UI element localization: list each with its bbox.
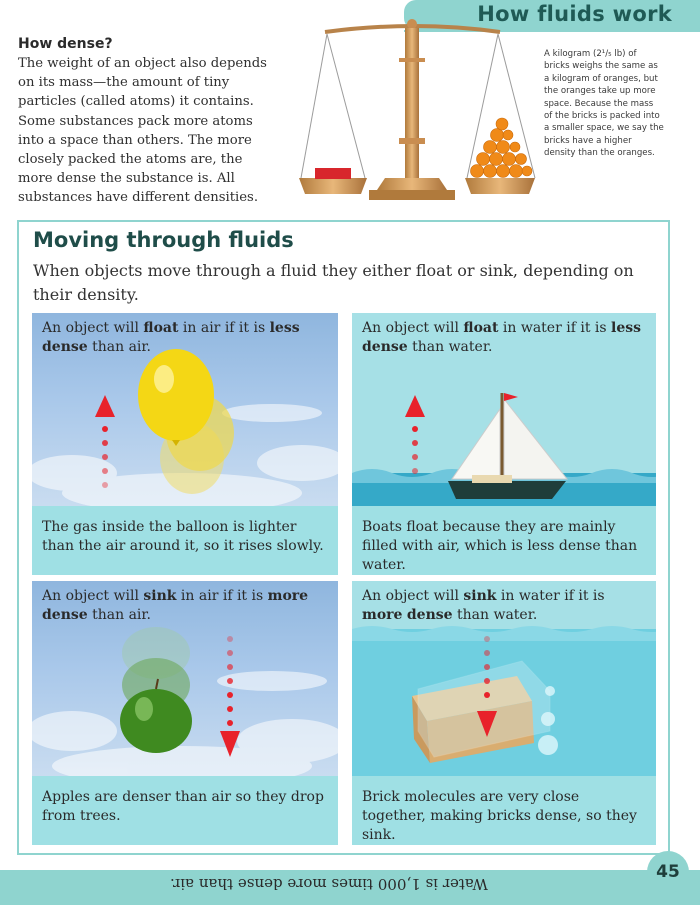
section-intro: When objects move through a fluid they either float or sink, depending on their density. [33,261,634,304]
card-rule-text: An object will sink in air if it is more dense than air. [42,588,309,623]
down-arrow-icon [472,631,502,791]
card-float-in-air [32,313,338,575]
intro-heading: How dense? [18,36,113,52]
card-rule-text: An object will sink in water if it is more dense than water. [362,588,605,623]
card-sink-in-air [32,581,338,845]
card-caption: The gas inside the balloon is lighter than the air around it, so it rises slowly. [32,506,338,575]
section-title: Moving through fluids [33,228,294,252]
card-sink-in-water [352,581,656,845]
card-float-in-water [352,313,656,575]
card-rule-text: An object will float in water if it is less dense than water. [362,320,642,355]
page-title: How fluids work [477,2,672,26]
scale-caption: A kilogram (2¹/₅ lb) of bricks weighs the same as a kilogram of oranges, but the oranges take up more space. Because the mass of the bricks is packed into a smaller space, we say the bricks have a higher density than the oranges. [544,49,664,159]
balance-scale-icon [295,18,540,208]
intro-body: The weight of an object also depends on its mass—the amount of tiny particles (called atoms) it contains. Some substances pack more atoms into a space than others. The more closely packed the atoms are, the more dense the substance is. All substances have different densities. [18,56,267,206]
card-caption: Brick molecules are very close together, making bricks dense, so they sink. [352,776,656,845]
page-number: 45 [647,851,689,893]
down-arrow-icon [215,631,245,791]
footer-fact: Water is 1,000 times more dense than air. [170,875,488,893]
card-caption: Apples are denser than air so they drop from trees. [32,776,338,845]
card-caption: Boats float because they are mainly filled with air, which is less dense than water. [352,506,656,575]
card-rule-text: An object will float in air if it is less dense than air. [42,320,300,355]
